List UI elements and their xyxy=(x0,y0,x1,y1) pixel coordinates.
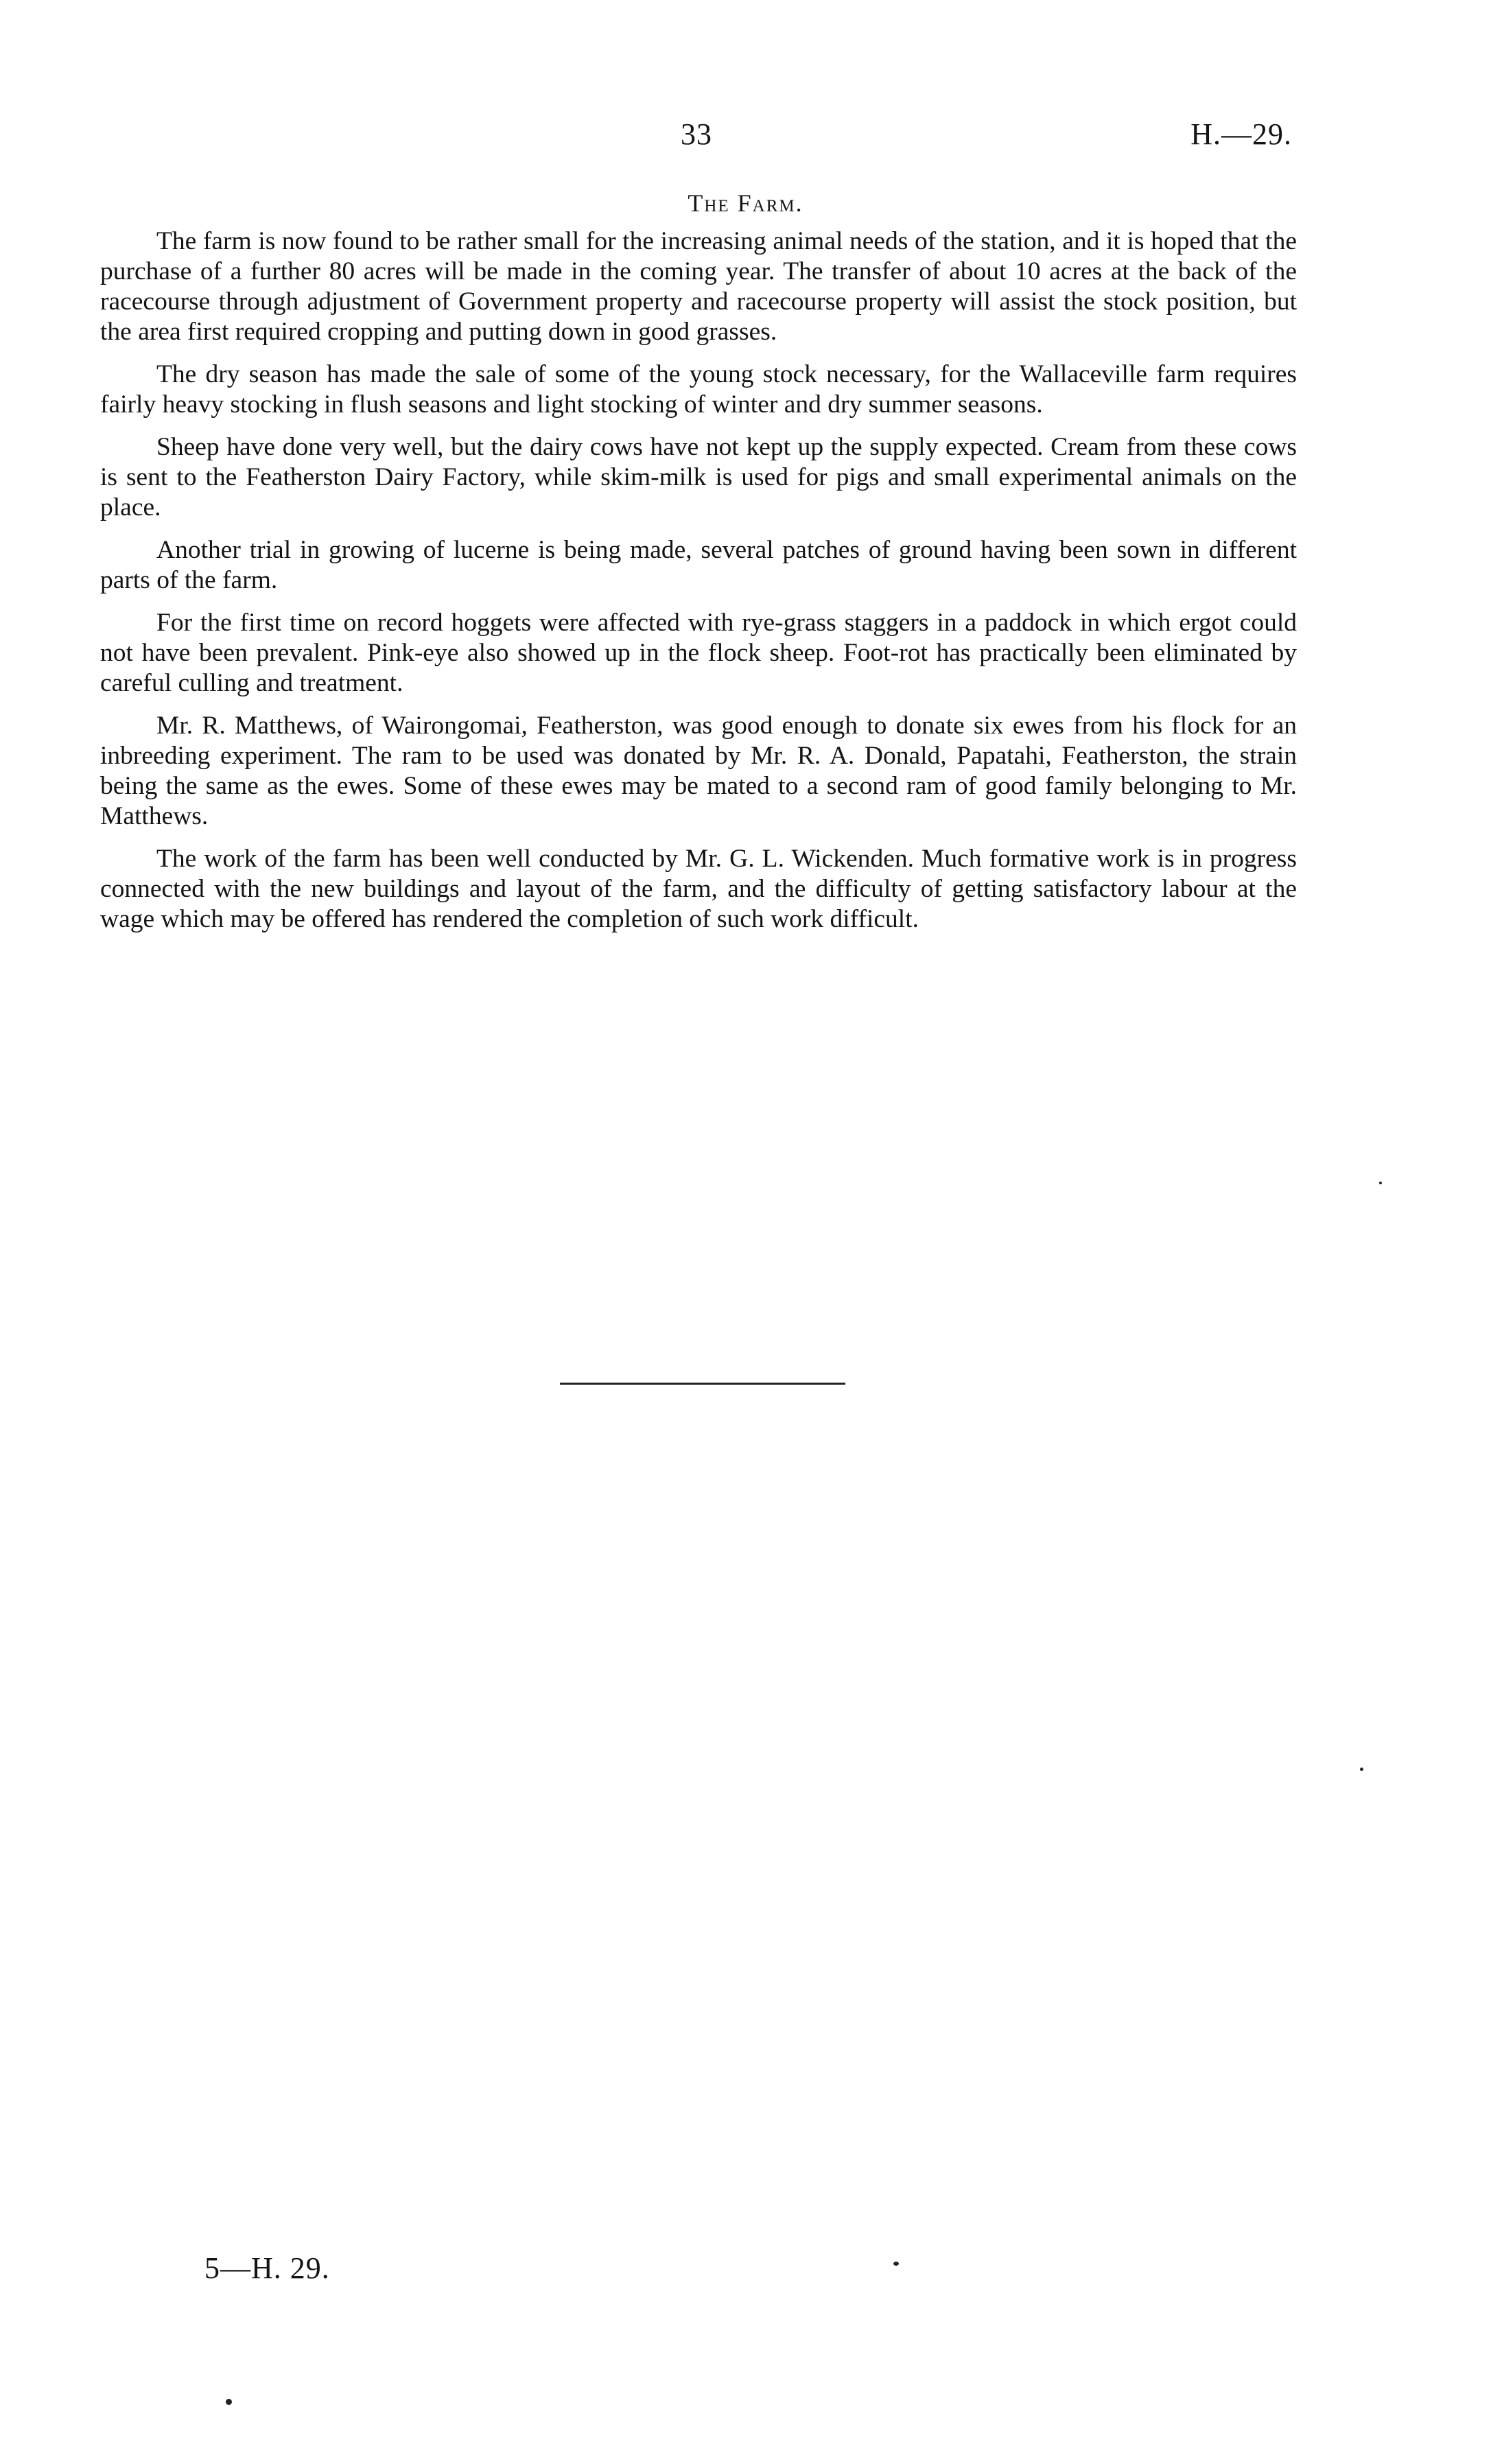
paragraph: Sheep have done very well, but the dairy cows have not kept up the supply expected. Cream from these cows is sent to the Featherston Dairy Factory, while skim-milk is used for pigs and small experimental animals on the place. xyxy=(100,433,1297,521)
paragraph: Another trial in growing of lucerne is being made, several patches of ground having been sown in different parts of the farm. xyxy=(100,536,1297,594)
paragraph: The work of the farm has been well conducted by Mr. G. L. Wickenden. Much formative work is in progress connected with the new buildings and layout of the farm, and the difficulty of getting satisfactory labour at the wage which may be offered has rendered the completion of such work difficult. xyxy=(100,845,1297,933)
section-divider xyxy=(560,1383,845,1385)
paragraph: The farm is now found to be rather small for the increasing animal needs of the station, and it is hoped that the purchase of a further 80 acres will be made in the coming year. The transfer of about 10 acres at the back of the racecourse through adjustment of Government property and racecourse property will assist the stock position, but the area first required cropping and putting down in good grasses. xyxy=(100,227,1297,346)
print-speck xyxy=(1360,1768,1363,1771)
document-reference: H.—29. xyxy=(1190,117,1292,151)
printer-signature: 5—H. 29. xyxy=(204,2251,330,2285)
page-number: 33 xyxy=(681,117,712,151)
body-text xyxy=(100,226,1297,947)
print-speck xyxy=(226,2399,232,2405)
print-speck xyxy=(893,2262,899,2266)
paragraph: For the first time on record hoggets were affected with rye-grass staggers in a paddock in which ergot could not have been prevalent. Pink-eye also showed up in the flock sheep. Foot-rot has practically been eliminated by careful culling and treatment. xyxy=(100,609,1297,697)
print-speck xyxy=(1379,1182,1382,1184)
section-heading: The Farm. xyxy=(688,189,803,217)
paragraph: Mr. R. Matthews, of Wairongomai, Featherston, was good enough to donate six ewes from his flock for an inbreeding experiment. The ram to be used was donated by Mr. R. A. Donald, Papatahi, Featherston, the strain being the same as the ewes. Some of these ewes may be mated to a second ram of good family belonging to Mr. Matthews. xyxy=(100,712,1297,830)
paragraph: The dry season has made the sale of some of the young stock necessary, for the Wallaceville farm requires fairly heavy stocking in flush seasons and light stocking of winter and dry summer seasons. xyxy=(100,360,1297,419)
